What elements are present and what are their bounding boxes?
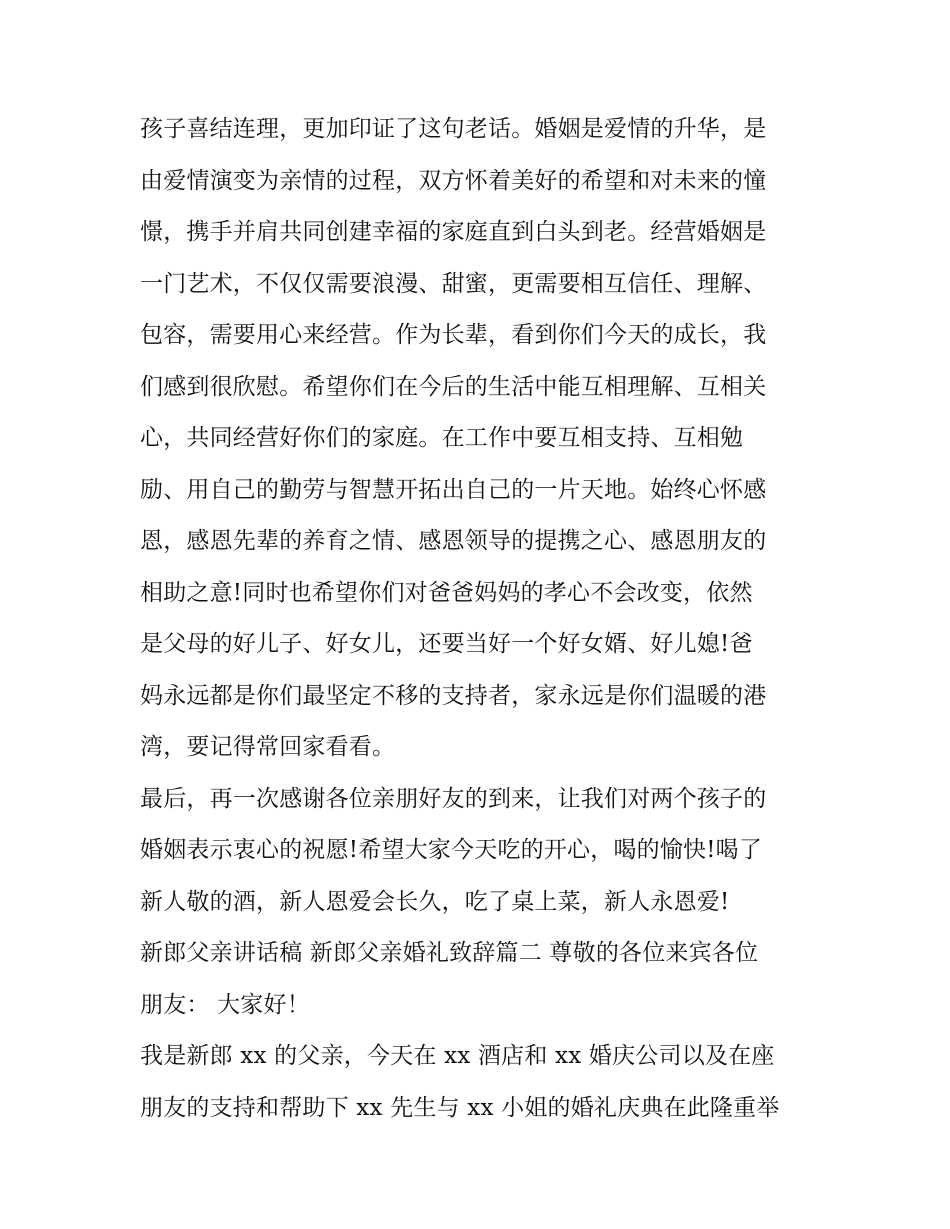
text-line: 励、用自己的勤劳与智慧开拓出自己的一片天地。始终心怀感: [140, 476, 767, 503]
text-line: 朋友： 大家好！: [140, 991, 310, 1018]
text-line: 包容，需要用心来经营。作为长辈，看到你们今天的成长，我: [140, 322, 767, 348]
text-line: 婚姻表示衷心的祝愿!希望大家今天吃的开心，喝的愉快!喝了: [140, 837, 763, 863]
text-line: 憬，携手并肩共同创建幸福的家庭直到白头到老。经营婚姻是: [140, 219, 767, 245]
text-line: 一门艺术，不仅仅需要浪漫、甜蜜，更需要相互信任、理解、: [140, 270, 767, 297]
body-text: [140, 104, 820, 1134]
text-line: 由爱情演变为亲情的过程，双方怀着美好的希望和对未来的憧: [140, 167, 767, 194]
text-line: 孩子喜结连理，更加印证了这句老话。婚姻是爱情的升华，是: [140, 116, 767, 142]
text-line: 湾，要记得常回家看看。: [140, 734, 396, 760]
text-line: 是父母的好儿子、好女儿，还要当好一个好女婿、好儿媳!爸: [140, 631, 753, 657]
text-line: 妈永远都是你们最坚定不移的支持者，家永远是你们温暖的港: [140, 682, 767, 709]
text-line: 心，共同经营好你们的家庭。在工作中要互相支持、互相勉: [140, 425, 744, 451]
text-line: 新人敬的酒，新人恩爱会长久，吃了桌上菜，新人永恩爱!: [140, 888, 730, 915]
text-line: 最后，再一次感谢各位亲朋好友的到来，让我们对两个孩子的: [140, 785, 767, 812]
text-line: 恩，感恩先辈的养育之情、感恩领导的提携之心、感恩朋友的: [140, 528, 767, 554]
text-line: 们感到很欣慰。希望你们在今后的生活中能互相理解、互相关: [140, 373, 767, 400]
text-line: 我是新郎 xx 的父亲，今天在 xx 酒店和 xx 婚庆公司以及在座: [140, 1043, 775, 1069]
text-line: 朋友的支持和帮助下 xx 先生与 xx 小姐的婚礼庆典在此隆重举: [140, 1094, 780, 1121]
text-line: 相助之意!同时也希望你们对爸爸妈妈的孝心不会改变，依然: [140, 579, 753, 606]
text-line: 新郎父亲讲话稿 新郎父亲婚礼致辞篇二 尊敬的各位来宾各位: [140, 940, 759, 966]
